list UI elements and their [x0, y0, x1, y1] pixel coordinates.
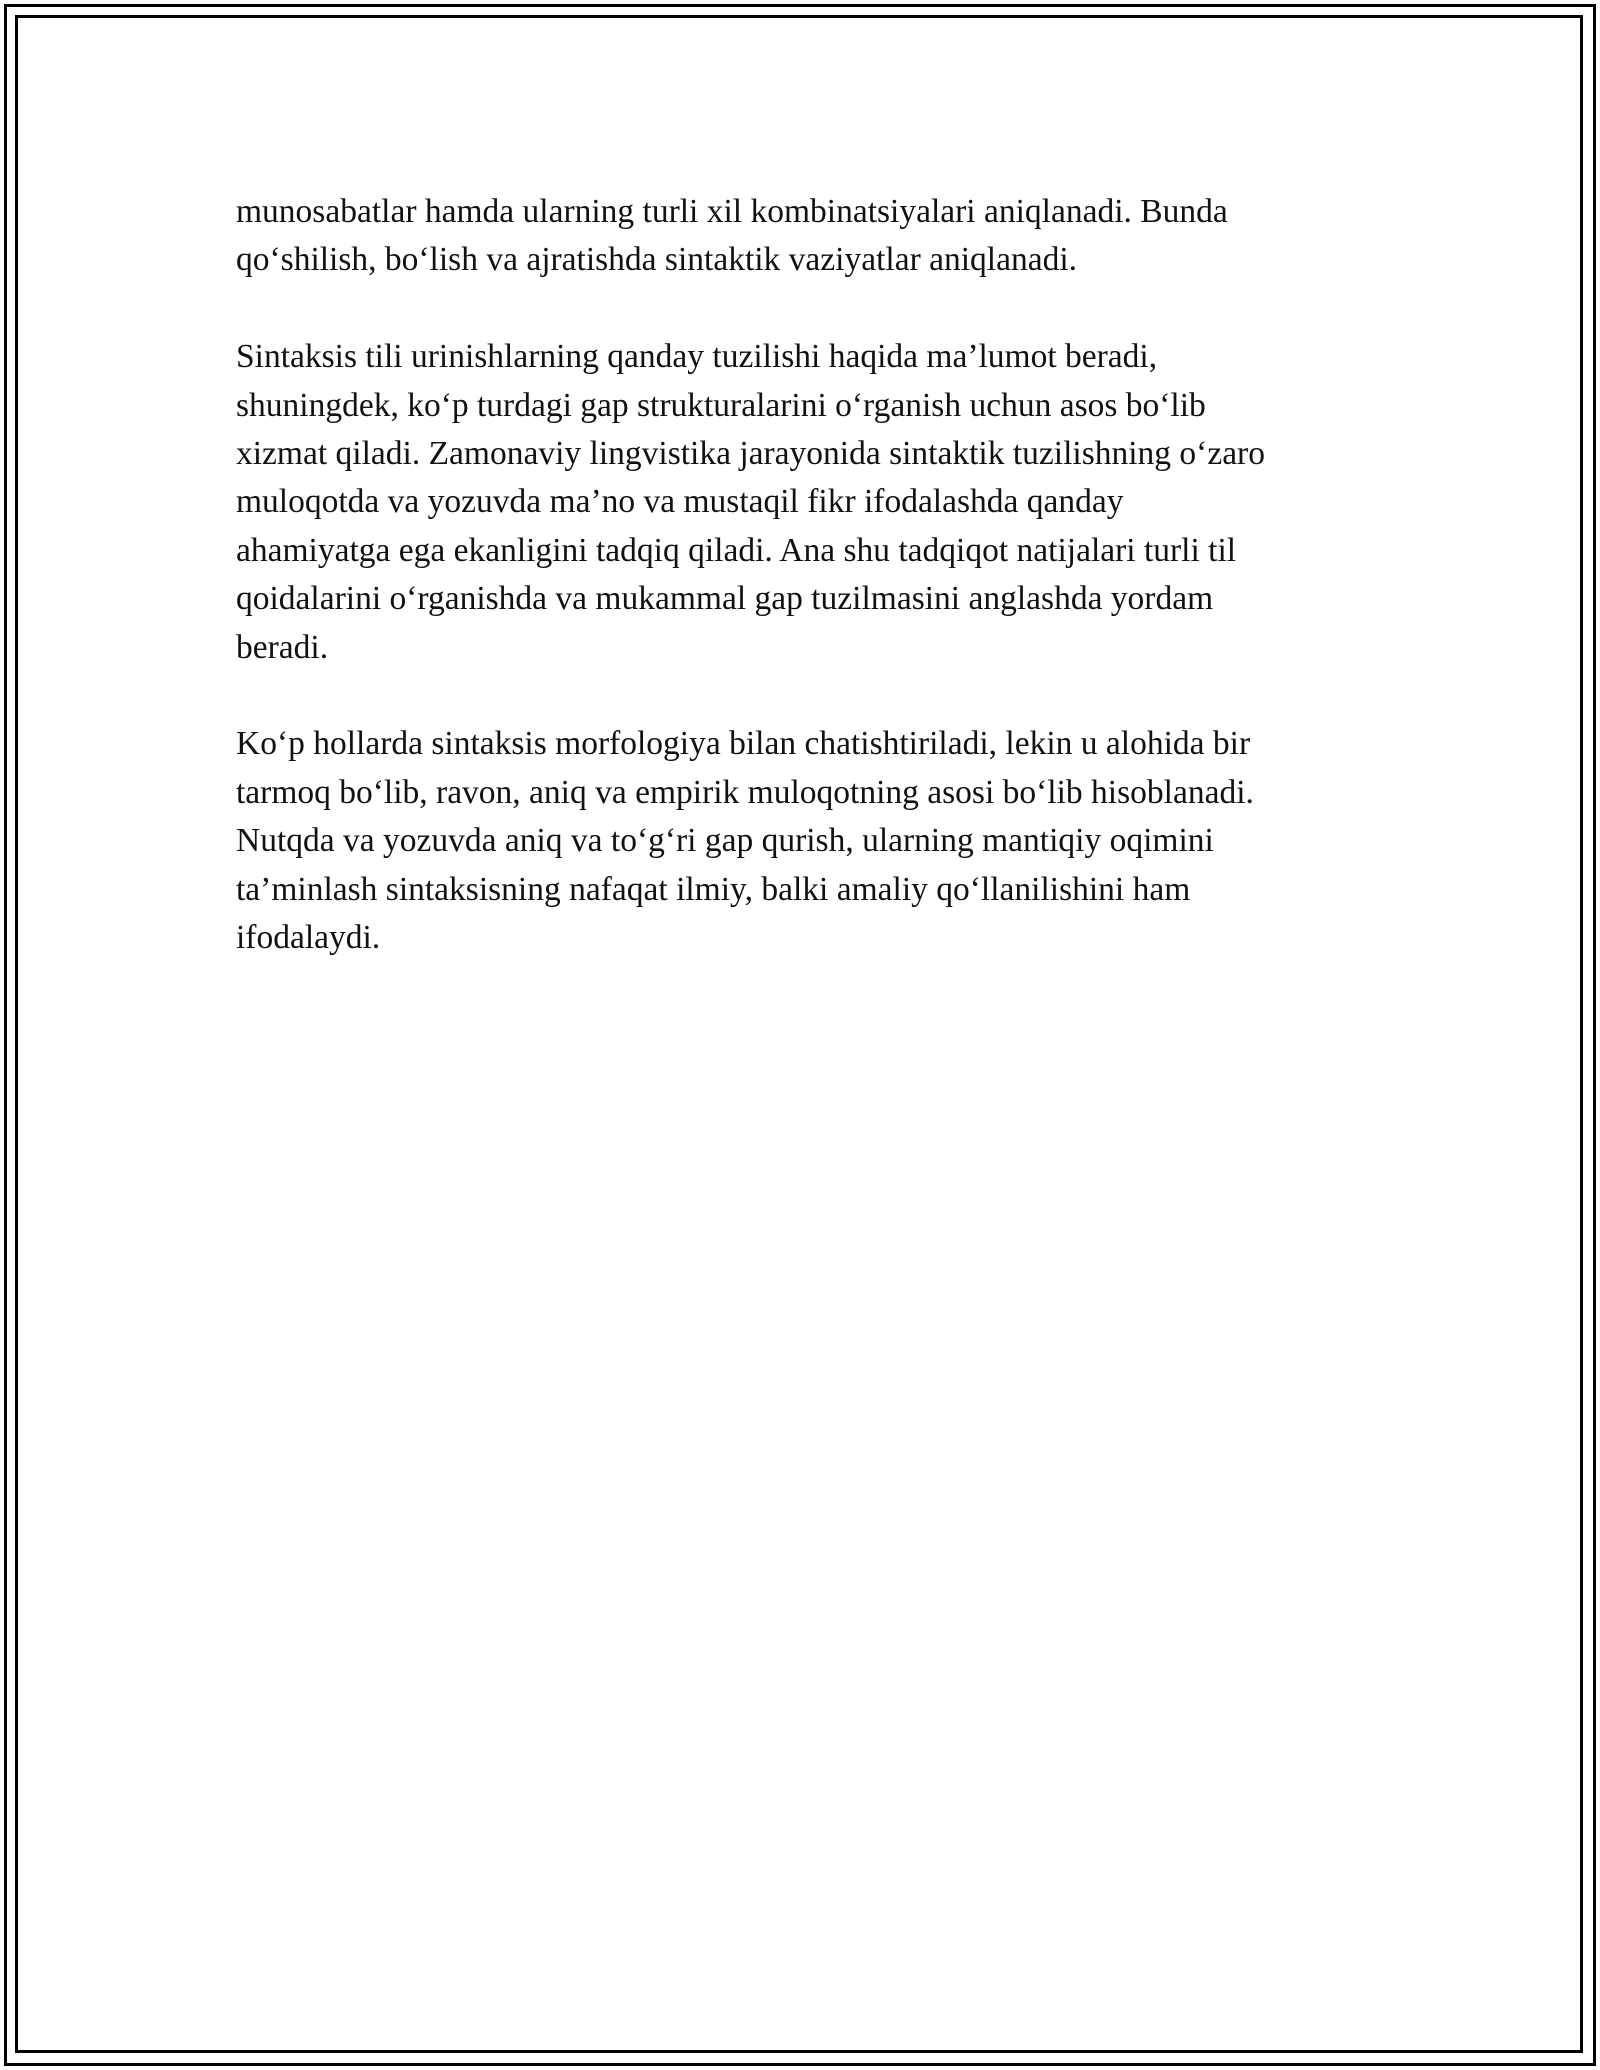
- document-body: [236, 188, 1406, 1011]
- paragraph-2: Sintaksis tili urinishlarning qanday tuzilishi haqida ma’lumot beradi, shuningdek, ko‘p turdagi gap strukturalarini o‘rganish uchun asos bo‘lib xizmat qiladi. Zamonaviy lingvistika jarayonida sintaktik tuzilishning o‘zaro muloqotda va yozuvda ma’no va mustaqil fikr ifodalashda qanday ahamiyatga ega ekanligini tadqiq qiladi. Ana shu tadqiqot natijalari turli til qoidalarini o‘rganishda va mukammal gap tuzilmasini anglashda yordam beradi.: [236, 338, 1265, 666]
- paragraph-1: munosabatlar hamda ularning turli xil kombinatsiyalari aniqlanadi. Bunda qo‘shilish, bo‘lish va ajratishda sintaktik vaziyatlar aniqlanadi.: [236, 193, 1228, 279]
- paragraph-3: Ko‘p hollarda sintaksis morfologiya bilan chatishtiriladi, lekin u alohida bir tarmoq bo‘lib, ravon, aniq va empirik muloqotning asosi bo‘lib hisoblanadi. Nutqda va yozuvda aniq va to‘g‘ri gap qurish, ularning mantiqiy oqimini ta’minlash sintaksisning nafaqat ilmiy, balki amaliy qo‘llanilishini ham ifodalaydi.: [236, 725, 1254, 957]
